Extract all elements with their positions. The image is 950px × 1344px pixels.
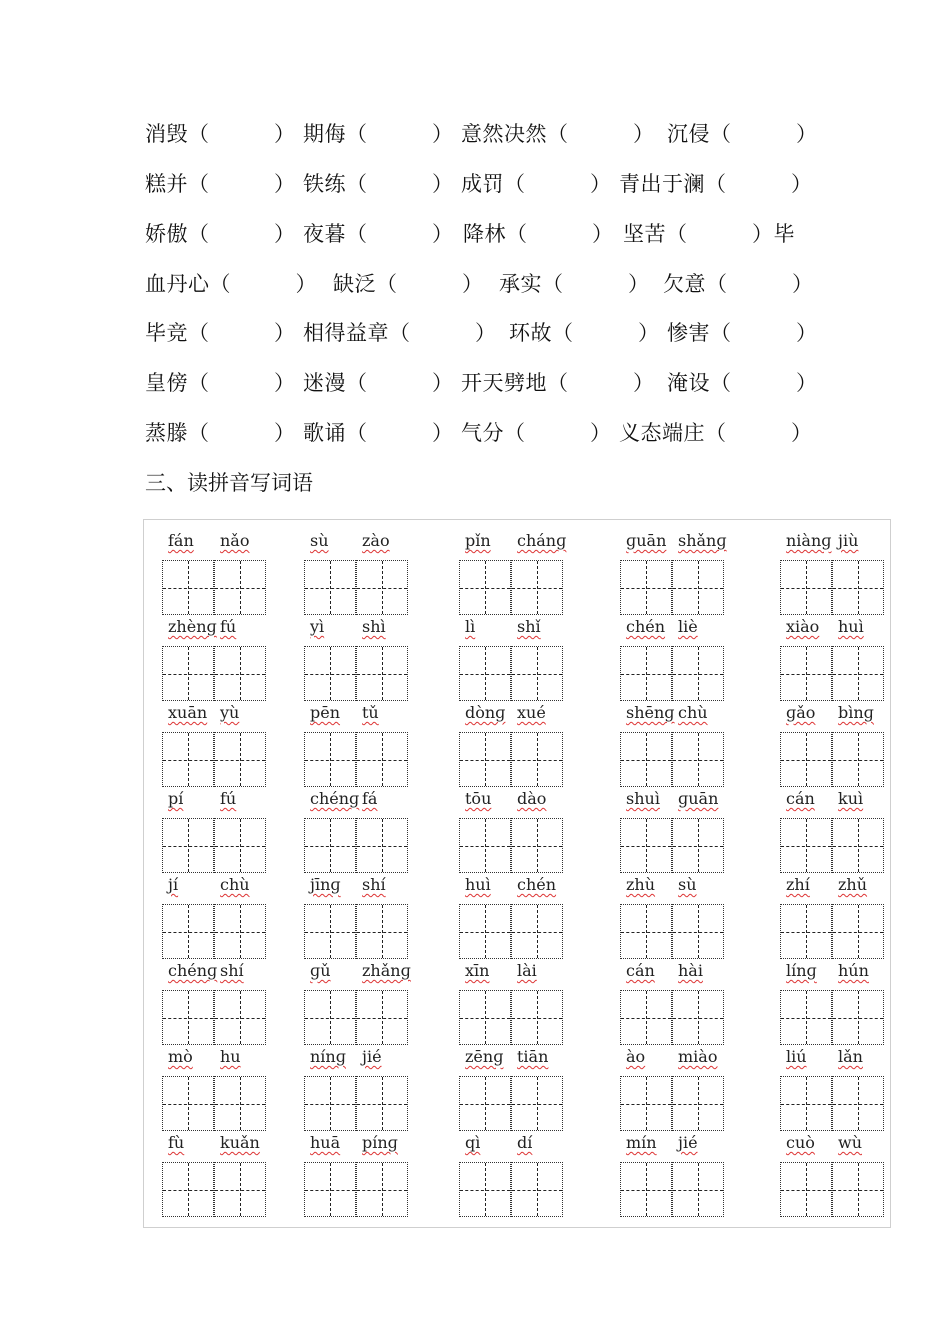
pinyin-syllable: shì — [362, 617, 386, 636]
exercise-item: 欠意（ ） — [663, 272, 814, 296]
pinyin-syllable: kuǎn — [220, 1133, 260, 1152]
writing-box[interactable] — [356, 904, 408, 959]
pinyin-syllable: nínɡ — [310, 1047, 346, 1066]
pinyin-syllable: sù — [678, 875, 697, 894]
writing-box[interactable] — [162, 560, 214, 615]
pinyin-syllable: tiān — [517, 1047, 549, 1066]
pinyin-syllable: huā — [310, 1133, 341, 1152]
exercise-item: 迷漫（ ） — [303, 371, 454, 395]
exercise-item: 血丹心（ ） — [145, 272, 317, 296]
pinyin-syllable: chénɡ — [168, 961, 218, 980]
writing-box[interactable] — [832, 818, 884, 873]
pinyin-syllable: cuò — [786, 1133, 815, 1152]
writing-box[interactable] — [672, 904, 724, 959]
pinyin-syllable: dònɡ — [465, 703, 506, 722]
exercise-item: 相得益章（ ） — [303, 321, 497, 345]
writing-box[interactable] — [511, 646, 563, 701]
pinyin-syllable: pēn — [310, 703, 341, 722]
writing-box[interactable] — [511, 560, 563, 615]
writing-box[interactable] — [511, 990, 563, 1045]
writing-box[interactable] — [214, 904, 266, 959]
writing-box[interactable] — [780, 904, 832, 959]
writing-box[interactable] — [511, 904, 563, 959]
pinyin-syllable: pí — [168, 789, 184, 808]
pinyin-syllable: pínɡ — [362, 1133, 398, 1152]
pinyin-syllable: zēnɡ — [465, 1047, 504, 1066]
pinyin-syllable: zào — [362, 531, 390, 550]
exercise-item: 义态端庄（ ） — [619, 421, 813, 445]
pinyin-syllable: ɡǎo — [786, 703, 816, 722]
pinyin-syllable: shǐ — [517, 617, 541, 636]
writing-box[interactable] — [459, 990, 511, 1045]
writing-box[interactable] — [780, 990, 832, 1045]
pinyin-writing-grid — [143, 519, 891, 1228]
writing-box[interactable] — [620, 560, 672, 615]
pinyin-syllable: zhǎnɡ — [362, 961, 411, 980]
exercise-item: 铁练（ ） — [303, 172, 454, 196]
writing-box[interactable] — [620, 1076, 672, 1131]
pinyin-syllable: chén — [626, 617, 666, 636]
writing-box[interactable] — [459, 646, 511, 701]
pinyin-syllable: fá — [362, 789, 378, 808]
section-heading: 三、读拼音写词语 — [145, 471, 313, 495]
pinyin-syllable: cán — [626, 961, 655, 980]
writing-box[interactable] — [162, 1076, 214, 1131]
exercise-item: 成罚（ ） — [461, 172, 612, 196]
writing-box[interactable] — [356, 732, 408, 787]
writing-box[interactable] — [356, 818, 408, 873]
pinyin-syllable: fú — [220, 617, 237, 636]
exercise-item: 夜暮（ ） — [303, 222, 454, 246]
pinyin-syllable: miào — [678, 1047, 718, 1066]
writing-box[interactable] — [620, 818, 672, 873]
writing-box[interactable] — [780, 732, 832, 787]
writing-box[interactable] — [832, 732, 884, 787]
pinyin-syllable: dí — [517, 1133, 533, 1152]
writing-box[interactable] — [304, 732, 356, 787]
pinyin-syllable: shuì — [626, 789, 660, 808]
writing-box[interactable] — [832, 990, 884, 1045]
exercise-item: 青出于澜（ ） — [619, 172, 813, 196]
writing-box[interactable] — [459, 560, 511, 615]
exercise-item: 期侮（ ） — [303, 122, 454, 146]
writing-box[interactable] — [356, 1162, 408, 1217]
pinyin-syllable: hu — [220, 1047, 241, 1066]
pinyin-syllable: shí — [362, 875, 386, 894]
writing-box[interactable] — [780, 560, 832, 615]
writing-box[interactable] — [620, 990, 672, 1045]
pinyin-syllable: jí — [168, 875, 179, 894]
exercise-item: 糕并（ ） — [145, 172, 296, 196]
writing-box[interactable] — [780, 646, 832, 701]
pinyin-syllable: chén — [517, 875, 557, 894]
pinyin-syllable: lǎn — [838, 1047, 863, 1066]
pinyin-syllable: shí — [220, 961, 244, 980]
exercise-item: 意然决然（ ） — [461, 122, 655, 146]
writing-box[interactable] — [459, 904, 511, 959]
writing-box[interactable] — [214, 1076, 266, 1131]
writing-box[interactable] — [832, 560, 884, 615]
writing-box[interactable] — [356, 990, 408, 1045]
pinyin-syllable: ɡuān — [626, 531, 667, 550]
pinyin-syllable: jiù — [838, 531, 859, 550]
pinyin-syllable: tōu — [465, 789, 492, 808]
pinyin-syllable: fán — [168, 531, 194, 550]
pinyin-syllable: chénɡ — [310, 789, 360, 808]
pinyin-syllable: chù — [678, 703, 708, 722]
pinyin-syllable: shēnɡ — [626, 703, 675, 722]
exercise-item: 淹设（ ） — [667, 371, 818, 395]
writing-box[interactable] — [620, 732, 672, 787]
exercise-item: 承实（ ） — [499, 272, 650, 296]
exercise-item: 惨害（ ） — [667, 321, 818, 345]
writing-box[interactable] — [214, 646, 266, 701]
writing-box[interactable] — [672, 646, 724, 701]
writing-box[interactable] — [304, 646, 356, 701]
writing-box[interactable] — [162, 904, 214, 959]
writing-box[interactable] — [832, 646, 884, 701]
writing-box[interactable] — [832, 1076, 884, 1131]
pinyin-syllable: wù — [838, 1133, 862, 1152]
pinyin-syllable: shǎnɡ — [678, 531, 727, 550]
exercise-item: 环故（ ） — [509, 321, 660, 345]
pinyin-syllable: kuì — [838, 789, 864, 808]
writing-box[interactable] — [304, 1162, 356, 1217]
pinyin-syllable: huì — [838, 617, 864, 636]
pinyin-syllable: niànɡ — [786, 531, 832, 550]
writing-box[interactable] — [459, 1076, 511, 1131]
pinyin-syllable: pǐn — [465, 531, 491, 550]
pinyin-syllable: huì — [465, 875, 491, 894]
writing-box[interactable] — [780, 1076, 832, 1131]
pinyin-syllable: xīn — [465, 961, 490, 980]
writing-box[interactable] — [214, 560, 266, 615]
pinyin-syllable: xué — [517, 703, 546, 722]
pinyin-syllable: xiào — [786, 617, 820, 636]
exercise-item: 开天劈地（ ） — [461, 371, 655, 395]
exercise-item: 歌诵（ ） — [303, 421, 454, 445]
exercise-item: 缺泛（ ） — [333, 272, 484, 296]
pinyin-syllable: lài — [517, 961, 537, 980]
writing-box[interactable] — [511, 732, 563, 787]
pinyin-syllable: fù — [168, 1133, 185, 1152]
pinyin-syllable: yì — [310, 617, 325, 636]
exercise-item: 娇傲（ ） — [145, 222, 296, 246]
pinyin-syllable: nǎo — [220, 531, 250, 550]
writing-box[interactable] — [356, 1076, 408, 1131]
exercise-item: 蒸滕（ ） — [145, 421, 296, 445]
writing-box[interactable] — [214, 818, 266, 873]
writing-box[interactable] — [304, 818, 356, 873]
pinyin-syllable: liú — [786, 1047, 807, 1066]
writing-box[interactable] — [672, 560, 724, 615]
pinyin-syllable: lì — [465, 617, 476, 636]
pinyin-syllable: jié — [678, 1133, 698, 1152]
pinyin-syllable: liè — [678, 617, 698, 636]
exercise-item: 坚苦（ ）毕 — [623, 222, 795, 246]
writing-box[interactable] — [356, 646, 408, 701]
writing-box[interactable] — [214, 1162, 266, 1217]
pinyin-syllable: mò — [168, 1047, 193, 1066]
writing-box[interactable] — [832, 904, 884, 959]
writing-box[interactable] — [511, 1162, 563, 1217]
exercise-item: 皇傍（ ） — [145, 371, 296, 395]
pinyin-syllable: zhù — [626, 875, 656, 894]
pinyin-syllable: jié — [362, 1047, 382, 1066]
writing-box[interactable] — [672, 990, 724, 1045]
writing-box[interactable] — [162, 990, 214, 1045]
pinyin-syllable: cán — [786, 789, 815, 808]
pinyin-syllable: tǔ — [362, 703, 379, 722]
pinyin-syllable: qì — [465, 1133, 481, 1152]
pinyin-syllable: ào — [626, 1047, 646, 1066]
pinyin-syllable: línɡ — [786, 961, 817, 980]
exercise-item: 沉侵（ ） — [667, 122, 818, 146]
writing-box[interactable] — [214, 732, 266, 787]
pinyin-syllable: yù — [220, 703, 240, 722]
writing-box[interactable] — [162, 818, 214, 873]
pinyin-syllable: jīnɡ — [310, 875, 341, 894]
writing-box[interactable] — [162, 646, 214, 701]
writing-box[interactable] — [780, 818, 832, 873]
writing-box[interactable] — [620, 646, 672, 701]
writing-box[interactable] — [620, 904, 672, 959]
exercise-item: 毕竞（ ） — [145, 321, 296, 345]
exercise-item: 降林（ ） — [463, 222, 614, 246]
pinyin-syllable: sù — [310, 531, 329, 550]
pinyin-syllable: hún — [838, 961, 869, 980]
exercise-item: 消毁（ ） — [145, 122, 296, 146]
pinyin-syllable: ɡǔ — [310, 961, 331, 980]
writing-box[interactable] — [511, 1076, 563, 1131]
pinyin-syllable: mín — [626, 1133, 657, 1152]
pinyin-syllable: chù — [220, 875, 250, 894]
pinyin-syllable: chánɡ — [517, 531, 567, 550]
writing-box[interactable] — [832, 1162, 884, 1217]
exercise-item: 气分（ ） — [461, 421, 612, 445]
writing-box[interactable] — [162, 732, 214, 787]
writing-box[interactable] — [672, 818, 724, 873]
writing-box[interactable] — [459, 1162, 511, 1217]
writing-box[interactable] — [620, 1162, 672, 1217]
pinyin-syllable: bìnɡ — [838, 703, 874, 722]
writing-box[interactable] — [304, 560, 356, 615]
writing-box[interactable] — [459, 732, 511, 787]
writing-box[interactable] — [304, 1076, 356, 1131]
writing-box[interactable] — [459, 818, 511, 873]
pinyin-syllable: ɡuān — [678, 789, 719, 808]
writing-box[interactable] — [672, 1076, 724, 1131]
pinyin-syllable: dào — [517, 789, 547, 808]
pinyin-syllable: zhènɡ — [168, 617, 217, 636]
writing-box[interactable] — [356, 560, 408, 615]
pinyin-syllable: zhí — [786, 875, 810, 894]
writing-box[interactable] — [304, 990, 356, 1045]
writing-box[interactable] — [672, 732, 724, 787]
writing-box[interactable] — [672, 1162, 724, 1217]
pinyin-syllable: fú — [220, 789, 237, 808]
pinyin-syllable: xuān — [168, 703, 208, 722]
writing-box[interactable] — [511, 818, 563, 873]
pinyin-syllable: hài — [678, 961, 703, 980]
writing-box[interactable] — [780, 1162, 832, 1217]
writing-box[interactable] — [214, 990, 266, 1045]
pinyin-syllable: zhǔ — [838, 875, 868, 894]
writing-box[interactable] — [162, 1162, 214, 1217]
writing-box[interactable] — [304, 904, 356, 959]
